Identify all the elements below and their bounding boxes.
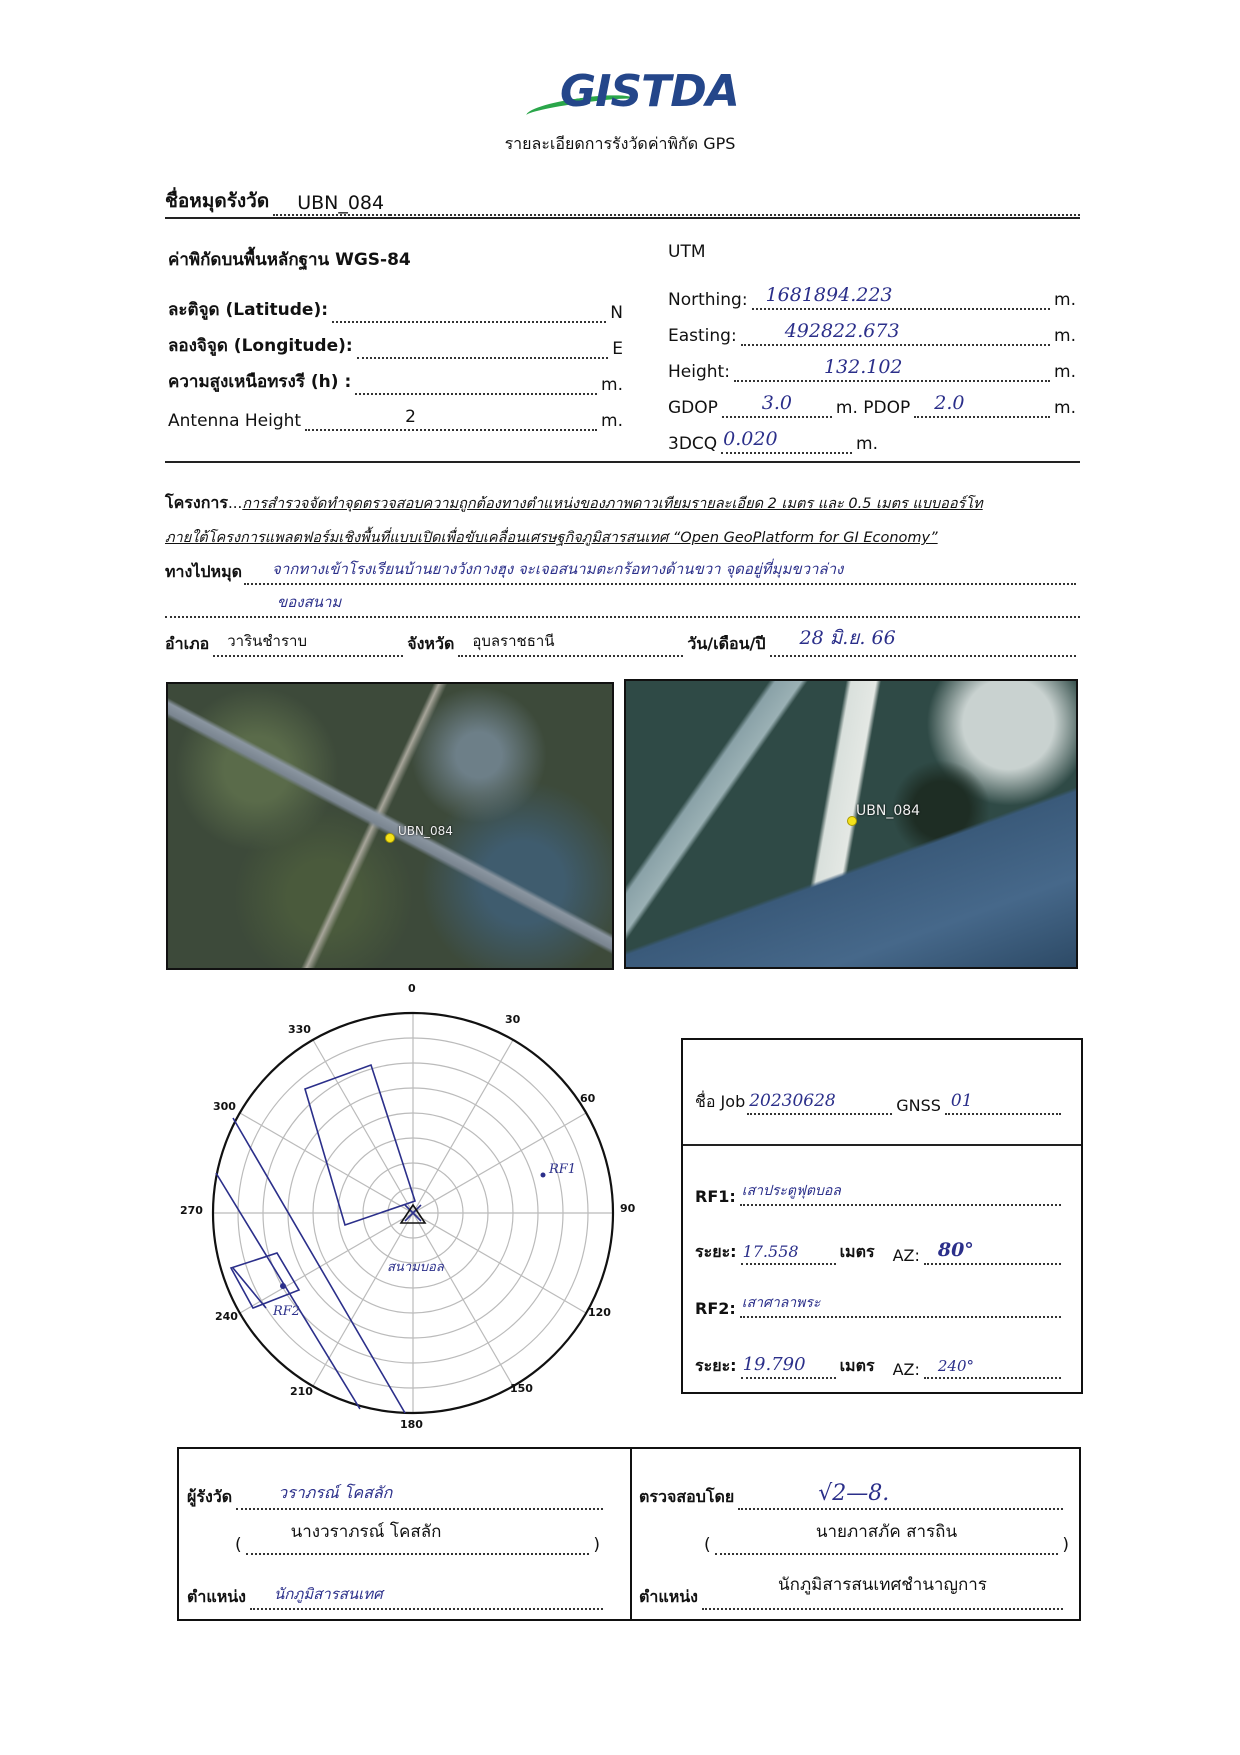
gnss-label: GNSS (896, 1096, 941, 1115)
easting-field: 492822.673 (741, 326, 1050, 346)
rf1-distance-row (695, 1240, 1065, 1265)
height-label: Height: (668, 362, 730, 382)
station-value: UBN_084 (273, 192, 390, 216)
tick-270: 270 (180, 1204, 203, 1217)
svg-text:RF2: RF2 (273, 1304, 301, 1319)
tick-90: 90 (620, 1202, 636, 1215)
rf2-field: เสาศาลาพระ (740, 1298, 1061, 1318)
checker-name-field: นายภาสภัค สารถิน (715, 1535, 1059, 1555)
divider (630, 1449, 632, 1619)
directions-label: ทางไปหมุด (165, 562, 243, 581)
gistda-logo (520, 58, 739, 128)
gdop-label: GDOP (668, 398, 718, 418)
overview-satellite-image (166, 682, 614, 970)
easting-label: Easting: (668, 326, 737, 346)
checker-row (639, 1481, 1067, 1510)
sky-plot-chart (170, 980, 650, 1440)
rf1-row (695, 1183, 1065, 1206)
checker-label: ตรวจสอบโดย (639, 1487, 735, 1506)
surveyor-position-row (187, 1585, 607, 1610)
gdop-field: 3.0 (722, 398, 832, 418)
surveyor-position-label: ตำแหน่ง (187, 1587, 246, 1606)
district-field: วารินชำราบ (213, 637, 403, 657)
province-field: อุบลราชธานี (458, 637, 683, 657)
rf1-field: เสาประตูฟุตบอล (740, 1186, 1061, 1206)
directions-row-1 (165, 560, 1080, 585)
dcq-field: 0.020 (721, 434, 852, 454)
tick-120: 120 (588, 1306, 611, 1319)
longitude-unit: E (612, 339, 623, 359)
longitude-label: ลองจิจูด (Longitude): (168, 336, 353, 356)
svg-text:RF1: RF1 (549, 1162, 577, 1177)
date-field: 28 มิ.ย. 66 (770, 637, 1077, 657)
project-line-1: โครงการ...การสำรวจจัดทำจุดตรวจสอบความถูกต้องทางตำแหน่งของภาพดาวเทียมรายละเอียด 2 เมตร และ 0.5 เมตร แบบออร์โท (165, 493, 983, 512)
tick-0: 0 (408, 982, 416, 995)
rf1-az-label: AZ: (892, 1246, 920, 1265)
sky-plot (170, 980, 650, 1440)
antenna-height-field: 2 (305, 411, 597, 431)
closeup-satellite-image (624, 679, 1078, 969)
latitude-label: ละติจูด (Latitude): (168, 300, 329, 320)
latitude-unit: N (610, 303, 623, 323)
pdop-label: m. PDOP (835, 398, 911, 418)
ellipsoid-height-field (355, 375, 597, 395)
tick-210: 210 (290, 1385, 313, 1398)
rf2-distance-field: 19.790 (741, 1359, 836, 1379)
job-field: 20230628 (747, 1095, 892, 1115)
checker-name-row: ( นายภาสภัค สารถิน ) (704, 1522, 1069, 1555)
easting-row (668, 310, 1076, 346)
ellipsoid-height-label: ความสูงเหนือทรงรี (h) : (168, 372, 352, 392)
wgs84-heading: ค่าพิกัดบนพื้นหลักฐาน WGS-84 (168, 250, 411, 270)
pdop-unit: m. (1054, 398, 1076, 418)
date-label: วัน/เดือน/ปี (687, 634, 766, 653)
longitude-row (168, 323, 623, 359)
rf2-az-label: AZ: (892, 1360, 920, 1379)
divider (165, 461, 1080, 463)
surveyor-signature-field: วราภรณ์ โคสลัก (236, 1490, 603, 1510)
rf2-distance-row (695, 1354, 1065, 1379)
antenna-height-row (168, 395, 623, 431)
ellipsoid-height-unit: m. (601, 375, 623, 395)
rf2-distance-label: ระยะ: (695, 1356, 737, 1375)
latitude-row (168, 287, 623, 323)
tick-30: 30 (505, 1013, 521, 1026)
latitude-field (332, 303, 606, 323)
utm-section (668, 242, 1076, 454)
surveyor-name-field: นางวราภรณ์ โคสลัก (246, 1535, 590, 1555)
dcq-label: 3DCQ (668, 434, 718, 454)
signature-box (177, 1447, 1081, 1621)
checker-position-field: นักภูมิสารสนเทศชำนาญการ (702, 1590, 1063, 1610)
antenna-height-unit: m. (601, 411, 623, 431)
directions-row-2 (165, 593, 1080, 618)
job-label: ชื่อ Job (695, 1092, 746, 1111)
tick-300: 300 (213, 1100, 236, 1113)
dcq-unit: m. (856, 434, 878, 454)
checker-position-label: ตำแหน่ง (639, 1587, 698, 1606)
surveyor-row (187, 1485, 607, 1510)
tick-150: 150 (510, 1382, 533, 1395)
station-pin-icon (385, 833, 395, 843)
divider (683, 1144, 1081, 1146)
document-title: รายละเอียดการรังวัดค่าพิกัด GPS (504, 134, 736, 153)
surveyor-label: ผู้รังวัด (187, 1487, 233, 1506)
height-unit: m. (1054, 362, 1076, 382)
overview-pin-label: UBN_084 (398, 824, 453, 838)
height-field: 132.102 (734, 362, 1050, 382)
wgs84-section (168, 246, 623, 431)
divider (165, 217, 1080, 219)
checker-position-row (639, 1575, 1067, 1610)
station-label: ชื่อหมุดรังวัด (165, 190, 270, 212)
surveyor-name-row: ( นางวราภรณ์ โคสลัก ) (235, 1522, 600, 1555)
station-row (165, 186, 1080, 216)
northing-unit: m. (1054, 290, 1076, 310)
rf1-distance-unit: เมตร (839, 1242, 875, 1261)
directions-field-1: จากทางเข้าโรงเรียนบ้านยางวังกางฮุง จะเจอสนามตะกร้อทางด้านขวา จุดอยู่ที่มุมขวาล่าง (244, 565, 1076, 585)
tick-330: 330 (288, 1023, 311, 1036)
longitude-field (357, 339, 609, 359)
rf1-az-field: 80° (924, 1245, 1061, 1265)
dop-row (668, 382, 1076, 418)
tick-60: 60 (580, 1092, 596, 1105)
project-section (165, 486, 1085, 555)
rf2-label: RF2: (695, 1299, 736, 1318)
district-label: อำเภอ (165, 634, 210, 653)
job-reference-box (681, 1038, 1083, 1394)
rf1-distance-field: 17.558 (741, 1245, 836, 1265)
rf1-label: RF1: (695, 1187, 736, 1206)
easting-unit: m. (1054, 326, 1076, 346)
location-row (165, 627, 1080, 657)
pdop-field: 2.0 (914, 398, 1050, 418)
project-text-2: ภายใต้โครงการแพลตฟอร์มเชิงพื้นที่แบบเปิดเพื่อขับเคลื่อนเศรษฐกิจภูมิสารสนเทศ “Open GeoPlatform for GI Economy” (165, 530, 938, 546)
closeup-pin-label: UBN_084 (856, 803, 921, 819)
ellipsoid-height-row (168, 359, 623, 395)
tick-180: 180 (400, 1418, 423, 1431)
checker-signature-field: √2—8. (738, 1490, 1063, 1510)
gnss-field: 01 (945, 1095, 1061, 1115)
directions-field-2: ของสนาม (165, 598, 1080, 618)
northing-row (668, 274, 1076, 310)
rf2-az-field: 240° (924, 1359, 1061, 1379)
rf2-row (695, 1295, 1065, 1318)
rf1-distance-label: ระยะ: (695, 1242, 737, 1261)
tick-240: 240 (215, 1310, 238, 1323)
dcq-row (668, 418, 878, 454)
antenna-height-label: Antenna Height (168, 411, 302, 431)
svg-text:สนามบอล: สนามบอล (387, 1260, 444, 1275)
job-row (695, 1090, 1065, 1115)
rf2-distance-unit: เมตร (839, 1356, 875, 1375)
utm-heading: UTM (668, 242, 706, 262)
province-label: จังหวัด (407, 634, 455, 653)
northing-label: Northing: (668, 290, 748, 310)
project-label: โครงการ (165, 493, 228, 512)
project-text-1: การสำรวจจัดทำจุดตรวจสอบความถูกต้องทางตำแหน่งของภาพดาวเทียมรายละเอียด 2 เมตร และ 0.5 เมตร แบบออร์โท (242, 496, 983, 512)
northing-field: 1681894.223 (752, 290, 1050, 310)
logo-text: GISTDA (560, 66, 739, 117)
surveyor-position-field: นักภูมิสารสนเทศ (250, 1590, 603, 1610)
height-row (668, 346, 1076, 382)
